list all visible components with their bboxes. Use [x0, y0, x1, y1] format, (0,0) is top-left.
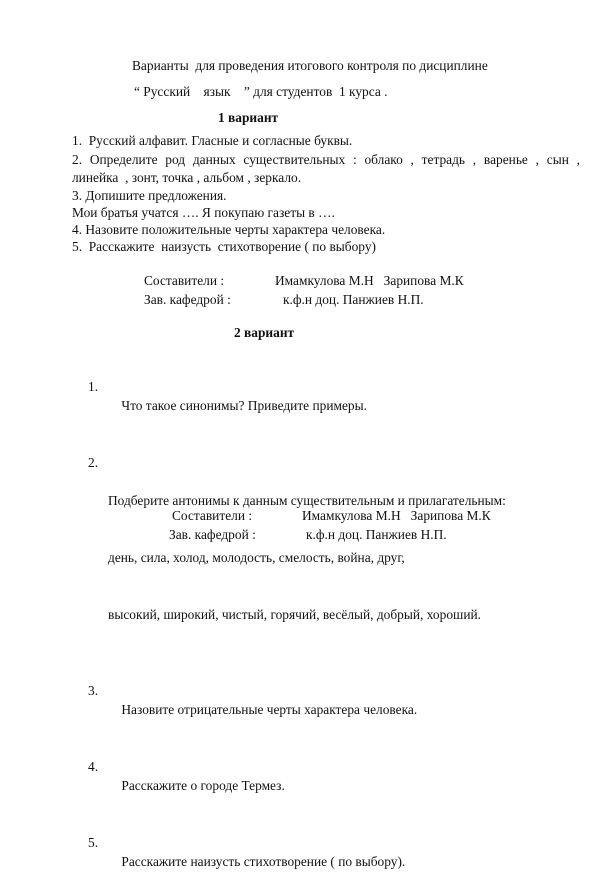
variant2-item-number: 2. — [88, 455, 99, 470]
variant2-head-label: Зав. кафедрой : — [169, 527, 256, 542]
variant1-item-3-cont: Мои братья учатся …. Я покупаю газеты в …. — [72, 205, 335, 220]
variant2-item-3 — [88, 662, 506, 738]
variant1-item-2: 2. Определите род данных существительных : облако , тетрадь , варенье , сын , — [72, 152, 580, 167]
variant1-item-4: 4. Назовите положительные черты характера человека. — [72, 222, 386, 237]
variant1-item-1: 1. Русский алфавит. Гласные и согласные буквы. — [72, 133, 353, 148]
variant1-item-2-cont: линейка , зонт, точка , альбом , зеркало. — [72, 170, 302, 185]
variant1-compilers-label: Составители : — [144, 273, 225, 288]
variant2-item-4 — [88, 738, 506, 814]
variant2-item-5 — [88, 814, 506, 890]
variant2-item-text: Расскажите о городе Термез. — [121, 778, 285, 793]
variant2-item-number: 3. — [88, 683, 99, 698]
variant1-head-label: Зав. кафедрой : — [144, 292, 231, 307]
variant2-item-text: Подберите антонимы к данным существительным и прилагательным: — [108, 493, 506, 508]
variant2-head-name: к.ф.н доц. Панжиев Н.П. — [306, 527, 447, 542]
variant2-item-text: Что такое синонимы? Приведите примеры. — [121, 398, 367, 413]
variant1-item-3: 3. Допишите предложения. — [72, 188, 227, 203]
variant2-item-number: 1. — [88, 379, 99, 394]
variant1-item-5: 5. Расскажите наизусть стихотворение ( по выбору) — [72, 239, 376, 254]
document-title: Варианты для проведения итогового контроля по дисциплине — [132, 58, 488, 73]
variant1-title: 1 вариант — [218, 110, 279, 125]
variant2-item-text-cont: высокий, широкий, чистый, горячий, весёлый, добрый, хороший. — [108, 607, 482, 622]
variant2-compilers-label: Составители : — [172, 508, 253, 523]
variant2-item-text: Назовите отрицательные черты характера человека. — [121, 702, 418, 717]
variant2-compilers-names: Имамкулова М.Н Зарипова М.К — [302, 508, 491, 523]
variant2-item-number: 4. — [88, 759, 99, 774]
variant2-item-text: Расскажите наизусть стихотворение ( по выбору). — [121, 854, 406, 869]
variant2-title: 2 вариант — [234, 325, 295, 340]
variant2-item-number: 5. — [88, 835, 99, 850]
variant2-list — [88, 358, 506, 890]
variant2-item-1 — [88, 358, 506, 434]
document-subtitle: “ Русский язык ” для студентов 1 курса . — [134, 84, 388, 99]
variant2-item-2 — [88, 434, 506, 662]
variant2-item-text-cont: день, сила, холод, молодость, смелость, война, друг, — [108, 550, 405, 565]
variant1-head-name: к.ф.н доц. Панжиев Н.П. — [283, 292, 424, 307]
variant1-compilers-names: Имамкулова М.Н Зарипова М.К — [275, 273, 464, 288]
